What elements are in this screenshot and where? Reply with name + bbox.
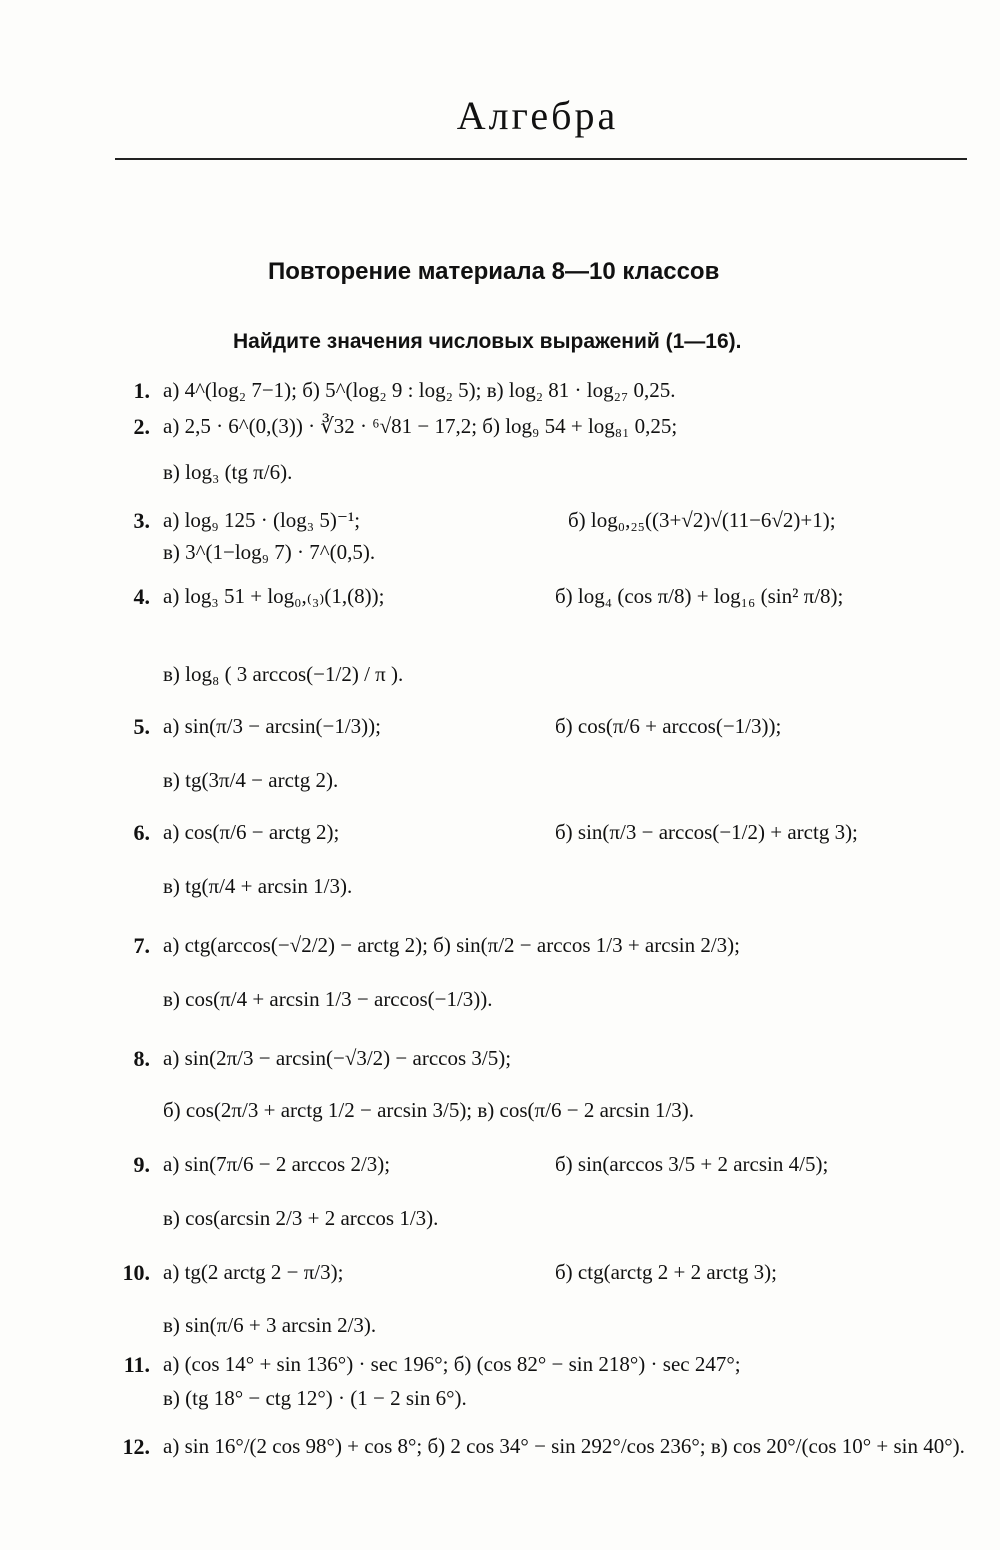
problem-number: 12. (122, 1434, 150, 1459)
problem-line: а) cos(π/6 − arctg 2); (163, 820, 340, 844)
problem-line: в) 3^(1−log₉ 7) · 7^(0,5). (163, 540, 376, 564)
problem-line: а) sin(7π/6 − 2 arccos 2/3); (163, 1152, 391, 1176)
problem-number: 3. (133, 508, 150, 533)
problem-line: а) log₃ 51 + log₀,₍₃₎(1,(8)); (163, 584, 385, 608)
problem-line: а) 4^(log₂ 7−1); б) 5^(log₂ 9 : log₂ 5); в) log₂ 81 · log₂₇ 0,25. (163, 378, 676, 402)
section-title: Повторение материала 8—10 классов (268, 258, 720, 285)
problem-line: а) sin(2π/3 − arcsin(−√3/2) − arccos 3/5); (163, 1046, 512, 1070)
problem-line: б) log₄ (cos π/8) + log₁₆ (sin² π/8); (555, 584, 844, 608)
problem-line: а) 2,5 · 6^(0,(3)) · ∛32 · ⁶√81 − 17,2; б) log₉ 54 + log₈₁ 0,25; (163, 414, 678, 438)
problem-number: 1. (133, 378, 150, 403)
problem-line: б) ctg(arctg 2 + 2 arctg 3); (555, 1260, 777, 1284)
problem-line: б) cos(2π/3 + arctg 1/2 − arcsin 3/5); в) cos(π/6 − 2 arcsin 1/3). (163, 1098, 695, 1122)
problem-line: а) sin 16°/(2 cos 98°) + cos 8°; б) 2 cos 34° − sin 292°/cos 236°; в) cos 20°/(cos 10° + sin 40°). (163, 1434, 965, 1458)
problem-line: в) tg(3π/4 − arctg 2). (163, 768, 339, 792)
problem-line: в) (tg 18° − ctg 12°) · (1 − 2 sin 6°). (163, 1386, 467, 1410)
problem-line: б) cos(π/6 + arccos(−1/3)); (555, 714, 782, 738)
problem-line: б) sin(arccos 3/5 + 2 arcsin 4/5); (555, 1152, 829, 1176)
problem-number: 9. (133, 1152, 150, 1177)
problem-line: в) sin(π/6 + 3 arcsin 2/3). (163, 1313, 377, 1337)
problem-line: в) cos(arcsin 2/3 + 2 arccos 1/3). (163, 1206, 439, 1230)
problem-line: в) tg(π/4 + arcsin 1/3). (163, 874, 353, 898)
problem-line: б) log₀,₂₅((3+√2)√(11−6√2)+1); (568, 508, 836, 532)
problem-number: 10. (122, 1260, 150, 1285)
problem-number: 4. (133, 584, 150, 609)
page-title: Алгебра (456, 93, 619, 138)
problem-number: 7. (133, 933, 150, 958)
problem-line: в) cos(π/4 + arcsin 1/3 − arccos(−1/3)). (163, 987, 493, 1011)
problem-number: 5. (133, 714, 150, 739)
problem-number: 2. (133, 414, 150, 439)
problem-line: б) sin(π/3 − arccos(−1/2) + arctg 3); (555, 820, 858, 844)
problem-line: а) (cos 14° + sin 136°) · sec 196°; б) (cos 82° − sin 218°) · sec 247°; (163, 1352, 741, 1376)
problem-line: в) log₈ ( 3 arccos(−1/2) / π ). (163, 662, 404, 686)
problem-number: 8. (133, 1046, 150, 1071)
problem-line: а) tg(2 arctg 2 − π/3); (163, 1260, 344, 1284)
problem-line: а) log₉ 125 · (log₃ 5)⁻¹; (163, 508, 361, 532)
title-rule (115, 158, 967, 160)
problem-line: а) ctg(arccos(−√2/2) − arctg 2); б) sin(π/2 − arccos 1/3 + arcsin 2/3); (163, 933, 740, 957)
problem-number: 11. (123, 1352, 150, 1377)
problem-line: а) sin(π/3 − arcsin(−1/3)); (163, 714, 381, 738)
problem-number: 6. (133, 820, 150, 845)
problem-line: в) log₃ (tg π/6). (163, 460, 293, 484)
task-title: Найдите значения числовых выражений (1—16). (233, 330, 742, 353)
